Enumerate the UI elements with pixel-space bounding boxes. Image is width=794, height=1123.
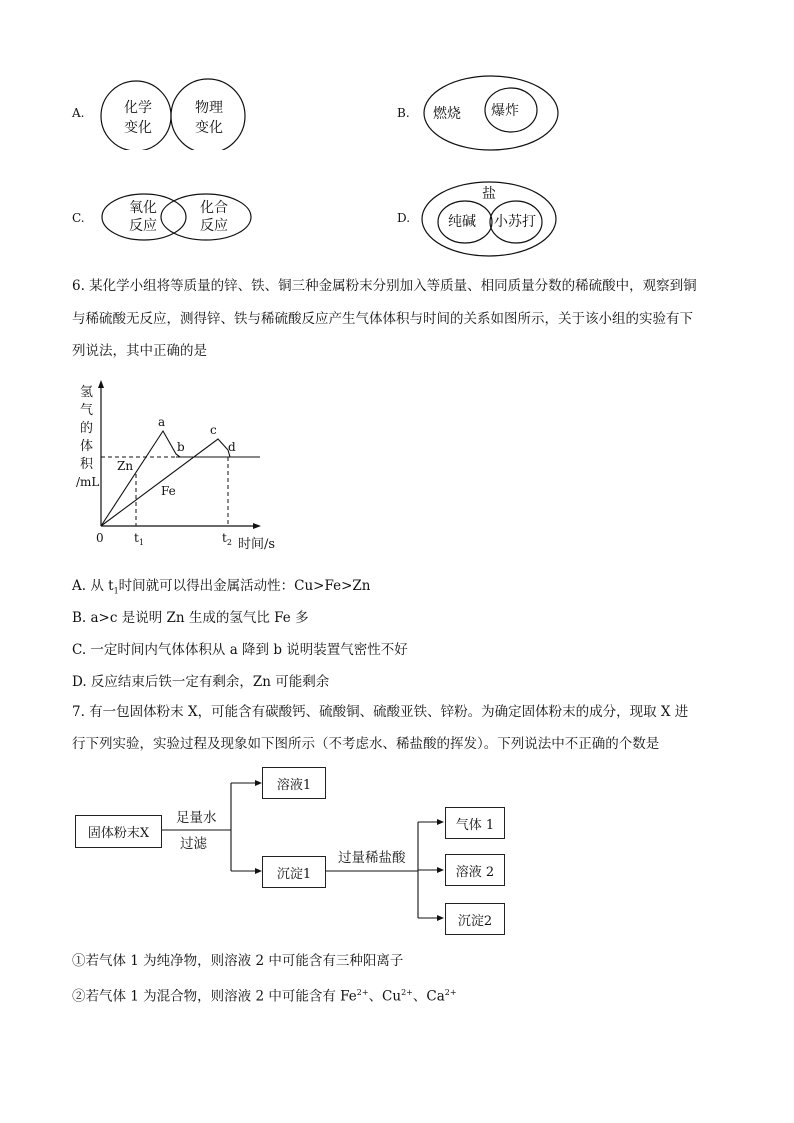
q7-box-precipitate1: 沉淀1 [262,856,326,888]
q6-xlabel: 时间/s [238,537,276,552]
q6-origin-label: 0 [96,531,104,545]
q6-ylabel-char-2: 气 [80,403,94,418]
q6-t2-label: $t_2$ [222,531,232,547]
q7-step1-bottom: 过滤 [180,836,207,852]
q6-stem-line-3: 列说法，其中正确的是 [72,343,207,359]
q6-point-b: b [177,440,185,454]
q6-t1-label: $t_1$ [134,531,144,547]
q6-fe-label: Fe [161,484,176,498]
option-b-label: B. [397,106,410,120]
venn-b-outer-text: 燃烧 [433,106,461,122]
option-c-label: C. [72,211,85,225]
venn-d-left-text: 纯碱 [448,214,476,230]
q7-box-precipitate2: 沉淀2 [445,903,505,935]
q6-point-c: c [210,423,217,437]
q6-stem-line-2: 与稀硫酸无反应，测得锌、铁与稀硫酸反应产生气体体积与时间的关系如图所示，关于该小组的实验有下 [72,311,693,327]
venn-d-right-text: 小苏打 [494,214,536,230]
q6-option-b: B. a>c 是说明 Zn 生成的氢气比 Fe 多 [72,610,309,626]
q6-zn-curve [101,431,180,526]
q6-fe-curve [101,439,230,526]
q6-chart [72,378,292,558]
venn-c-right-text: 化合反应 [200,200,228,234]
venn-a-left-text: 化学变化 [124,100,152,136]
option-d-label: D. [397,211,411,225]
q6-ylabel-char-1: 氢 [80,385,94,400]
q7-statement-1: ①若气体 1 为纯净物，则溶液 2 中可能含有三种阳离子 [72,953,404,969]
q6-ylabel-unit: /mL [76,475,100,489]
q6-ylabel-char-5: 积 [80,457,94,472]
q7-step1-top: 足量水 [176,810,217,826]
q6-point-d: d [228,440,236,454]
q7-arrow-solution2 [437,867,444,873]
option-a-label: A. [72,106,85,120]
q6-ylabel-char-4: 体 [80,439,94,454]
venn-b-inner-text: 爆炸 [491,103,519,119]
venn-c-left-text: 氧化反应 [129,200,157,234]
q6-point-a: a [158,415,166,429]
q6-stem-line-1: 6. 某化学小组将等质量的锌、铁、铜三种金属粉末分别加入等质量、相同质量分数的稀硫酸中，观察到铜 [72,278,697,294]
venn-d-title: 盐 [482,186,496,202]
q7-step2-label: 过量稀盐酸 [338,850,406,866]
q7-arrow-precipitate2 [437,915,444,921]
q7-arrow-gas1 [437,819,444,825]
q6-ylabel-char-3: 的 [80,421,94,436]
q7-statement-2: ②若气体 1 为混合物，则溶液 2 中可能含有 $Fe^{2+}$、$Cu^{2+}$、$Ca^{2+}$ [72,988,457,1005]
q7-stem-line-2: 行下列实验，实验过程及现象如下图所示（不考虑水、稀盐酸的挥发）。下列说法中不正确的个数是 [72,736,660,752]
q7-stem-line-1: 7. 有一包固体粉末 X，可能含有碳酸钙、硫酸铜、硫酸亚铁、锌粉。为确定固体粉末的成分，现取 X 进 [72,704,689,720]
q7-arrow-precipitate1 [255,868,262,874]
q6-zn-label: Zn [117,459,134,473]
q7-box-solution2: 溶液 2 [445,854,505,886]
q6-option-a: A. 从 $t_1$时间就可以得出金属活动性：Cu>Fe>Zn [72,578,371,596]
q7-box-gas1: 气体 1 [445,807,505,839]
q6-x-axis-arrow [253,523,261,529]
q6-y-axis-arrow [98,380,104,388]
venn-a-right-text: 物理变化 [195,100,223,136]
q7-box-solution1: 溶液1 [262,767,326,799]
q7-arrow-solution1 [255,780,262,786]
q6-option-d: D. 反应结束后铁一定有剩余，Zn 可能剩余 [72,674,330,690]
q6-option-c: C. 一定时间内气体体积从 a 降到 b 说明装置气密性不好 [72,642,408,658]
q7-box-solid-x: 固体粉末X [75,815,162,848]
